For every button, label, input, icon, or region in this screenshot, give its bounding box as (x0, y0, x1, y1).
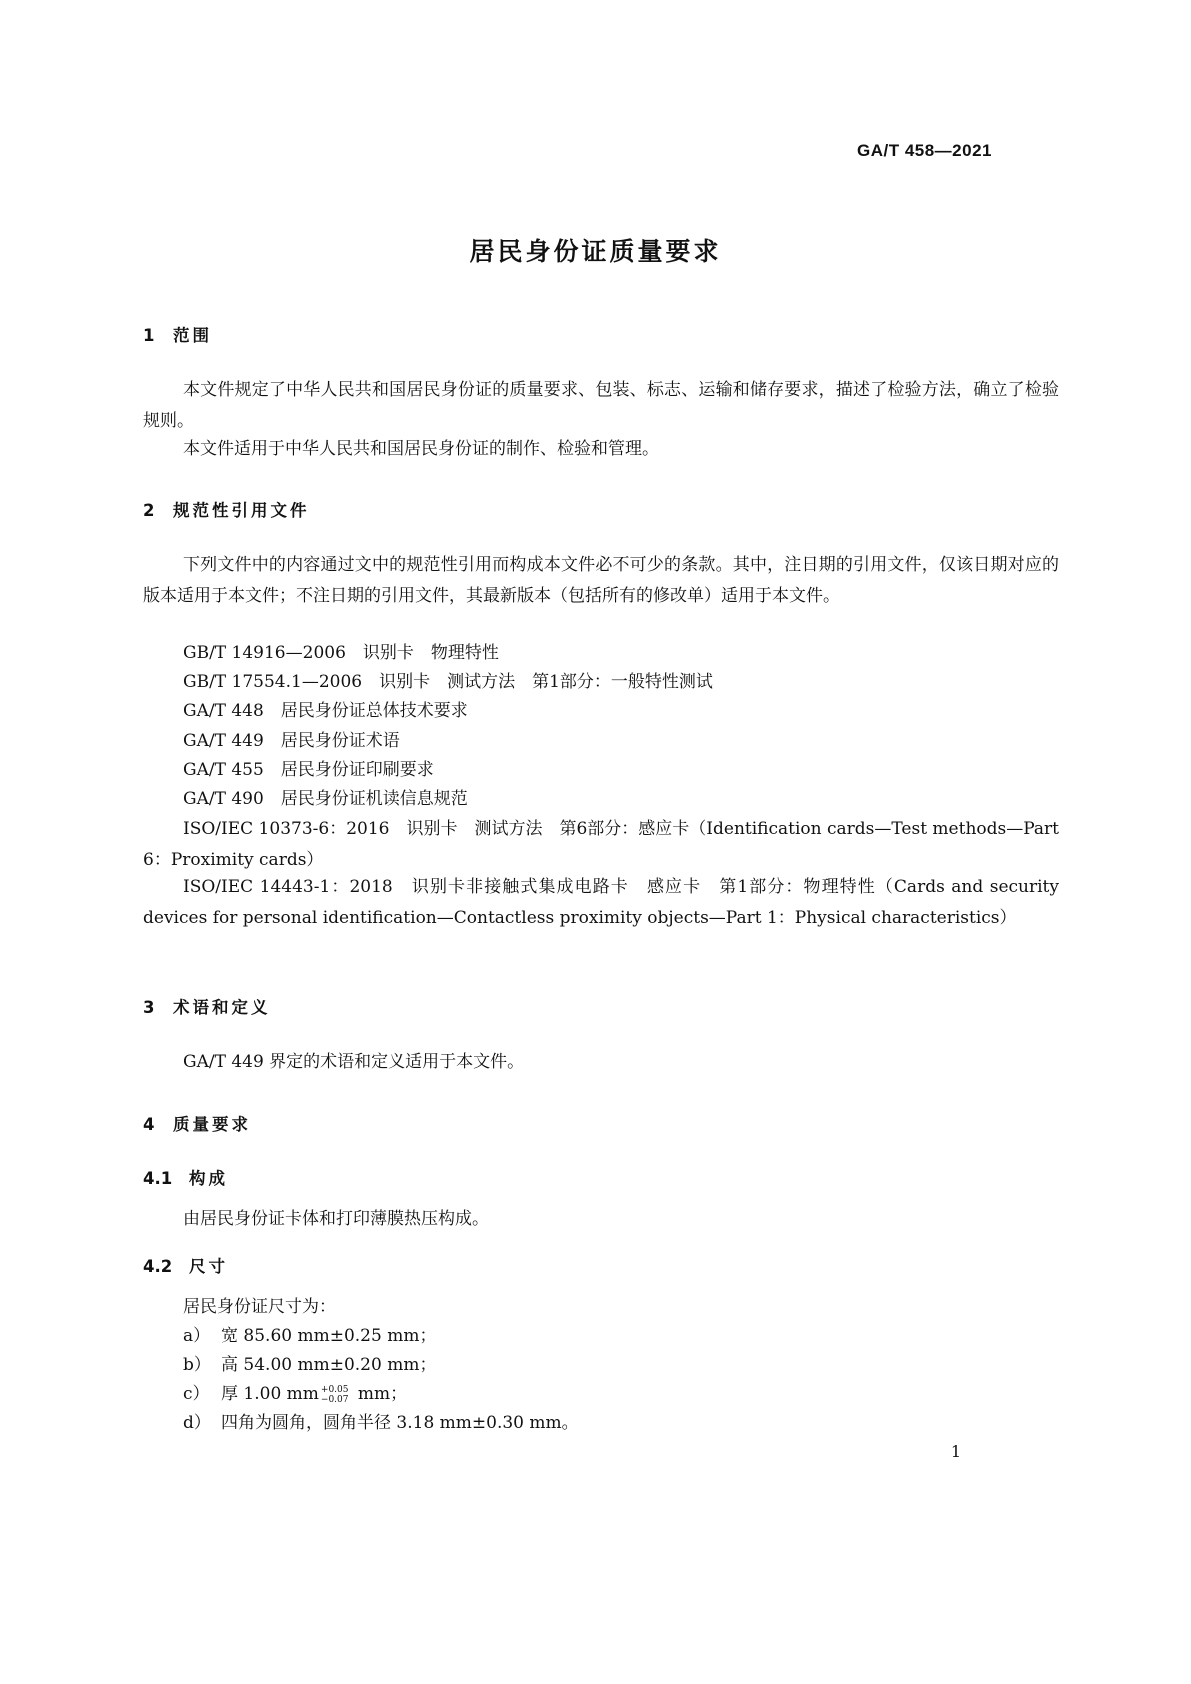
section-number: 3 (143, 998, 155, 1017)
subsection-4-1-paragraph: 由居民身份证卡体和打印薄膜热压构成。 (183, 1209, 489, 1229)
section-3-heading (143, 994, 271, 1018)
list-text: 高 54.00 mm±0.20 mm； (221, 1355, 437, 1375)
tolerance-upper: +0.05 (320, 1384, 349, 1395)
section-1-heading (143, 322, 212, 346)
section-title: 质量要求 (173, 1115, 251, 1134)
reference-item: GA/T 490 居民身份证机读信息规范 (183, 789, 468, 809)
tolerance (321, 1385, 349, 1405)
reference-item: GB/T 17554.1—2006 识别卡 测试方法 第1部分：一般特性测试 (183, 672, 713, 692)
list-label: a） (183, 1326, 211, 1346)
list-label: b） (183, 1355, 211, 1375)
subsection-number: 4.2 (143, 1257, 173, 1276)
subsection-4-2-heading (143, 1253, 228, 1277)
list-item (183, 1351, 436, 1380)
list-text: 四角为圆角，圆角半径 3.18 mm±0.30 mm。 (221, 1413, 579, 1433)
tolerance-lower: −0.07 (320, 1394, 349, 1405)
subsection-4-2-intro: 居民身份证尺寸为： (183, 1297, 336, 1317)
subsection-number: 4.1 (143, 1169, 173, 1188)
subsection-title: 构成 (189, 1169, 228, 1188)
reference-item: GB/T 14916—2006 识别卡 物理特性 (183, 643, 499, 663)
reference-item: GA/T 449 居民身份证术语 (183, 731, 400, 751)
section-title: 范围 (173, 326, 212, 345)
reference-item: GA/T 448 居民身份证总体技术要求 (183, 701, 468, 721)
list-text: 厚 1.00 mm (221, 1384, 319, 1404)
section-1-paragraph-1: 本文件规定了中华人民共和国居民身份证的质量要求、包装、标志、运输和储存要求，描述了检验方法，确立了检验规则。 (143, 380, 1059, 431)
section-2-heading (143, 497, 310, 521)
subsection-title: 尺寸 (189, 1257, 228, 1276)
document-title: 居民身份证质量要求 (469, 237, 722, 266)
reference-item: ISO/IEC 14443-1：2018 识别卡非接触式集成电路卡 感应卡 第1部分：物理特性（Cards and security devices for personal identification—Contactless proximity objects—Part 1：Physical characteristics） (143, 877, 1059, 928)
list-item (183, 1409, 579, 1438)
standard-code: GA/T 458—2021 (856, 141, 992, 160)
section-title: 术语和定义 (173, 998, 271, 1017)
reference-item: ISO/IEC 10373-6：2016 识别卡 测试方法 第6部分：感应卡（Identification cards—Test methods—Part 6：Proximity cards） (143, 819, 1060, 870)
section-3-paragraph-1: GA/T 449 界定的术语和定义适用于本文件。 (183, 1052, 525, 1072)
list-label: c） (183, 1384, 210, 1404)
list-text: 宽 85.60 mm±0.25 mm； (221, 1326, 437, 1346)
list-item (183, 1322, 436, 1351)
section-2-intro: 下列文件中的内容通过文中的规范性引用而构成本文件必不可少的条款。其中，注日期的引用文件，仅该日期对应的版本适用于本文件；不注日期的引用文件，其最新版本（包括所有的修改单）适用于本文件。 (143, 555, 1059, 606)
page-number: 1 (950, 1442, 961, 1461)
subsection-4-1-heading (143, 1165, 228, 1189)
list-text: mm； (352, 1384, 408, 1404)
section-number: 1 (143, 326, 155, 345)
list-item (183, 1380, 407, 1409)
section-4-heading (143, 1111, 251, 1135)
section-number: 2 (143, 501, 155, 520)
section-number: 4 (143, 1115, 155, 1134)
section-title: 规范性引用文件 (173, 501, 310, 520)
list-label: d） (183, 1413, 211, 1433)
section-1-paragraph-2: 本文件适用于中华人民共和国居民身份证的制作、检验和管理。 (183, 439, 659, 459)
reference-item: GA/T 455 居民身份证印刷要求 (183, 760, 434, 780)
